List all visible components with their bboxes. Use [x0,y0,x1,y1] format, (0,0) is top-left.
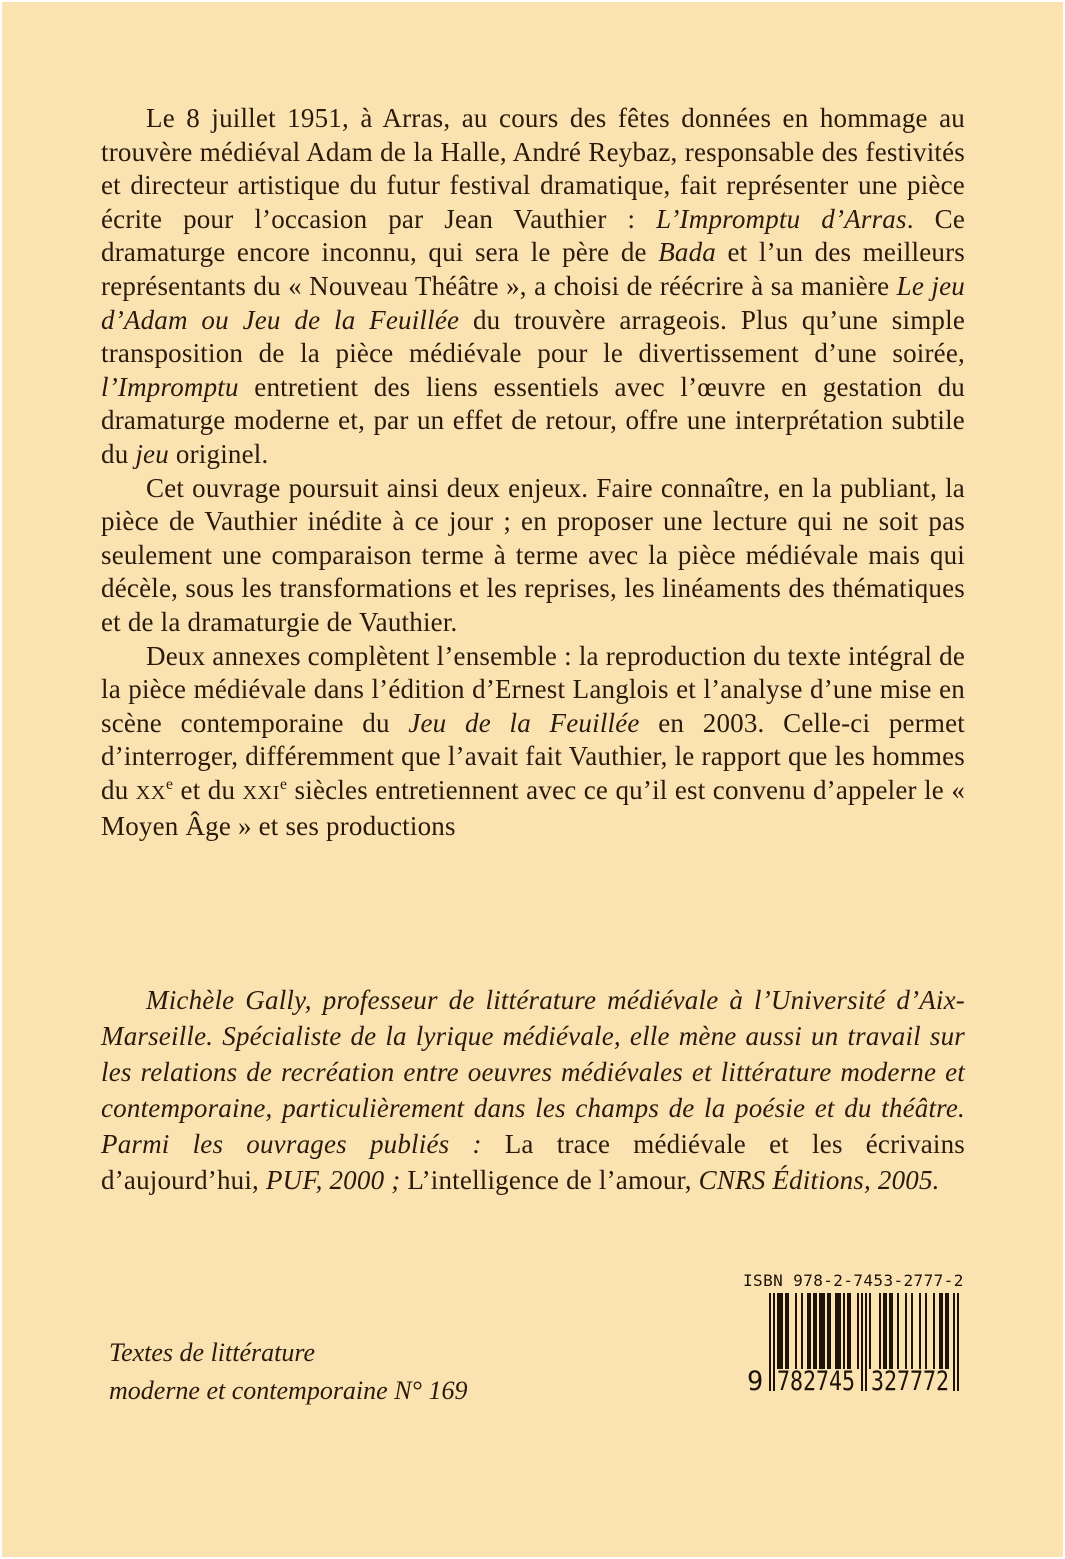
ean-digits-group-1: 9 [747,1366,764,1395]
blurb-text-block [101,102,965,844]
ean-barcode [743,1293,959,1395]
author-bio-block [101,982,965,1198]
author-bio-paragraph: Michèle Gally, professeur de littérature médiévale à l’Université d’Aix-Marseille. Spécialiste de la lyrique médiévale, elle mène aussi un travail sur les relations de recréation entre oeuvres médiévales et littérature moderne et contemporaine, particulièrement dans les champs de la poésie et du théâtre. Parmi les ouvrages publiés : La trace médiévale et les écrivains d’aujourd’hui, PUF, 2000 ; L’intelligence de l’amour, CNRS Éditions, 2005. [101,985,965,1195]
ean-digits-group-3: 327772 [871,1366,949,1395]
blurb-paragraph-2: Cet ouvrage poursuit ainsi deux enjeux. Faire connaître, en la publiant, la pièce de Vauthier inédite à ce jour ; en proposer une lecture qui ne soit pas seulement une comparaison terme à terme avec la pièce médiévale mais qui décèle, sous les transformations et les reprises, les linéaments des thématiques et de la dramaturgie de Vauthier. [101,472,965,637]
collection-title-line2: moderne et contemporaine N° 169 [109,1376,468,1405]
blurb-paragraph-3: Deux annexes complètent l’ensemble : la reproduction du texte intégral de la pièce médiévale dans l’édition d’Ernest Langlois et l’analyse d’une mise en scène contemporaine du Jeu de la Feuillée en 2003. Celle-ci permet d’interroger, différemment que l’avait fait Vauthier, le rapport que les hommes du XXe et du XXIe siècles entretiennent avec ce qu’il est convenu d’appeler le « Moyen Âge » et ses productions [101,640,966,842]
isbn-label: ISBN 978-2-7453-2777-2 [743,1271,964,1290]
collection-title [109,1334,467,1410]
blurb-paragraph-1: Le 8 juillet 1951, à Arras, au cours des fêtes données en hommage au trouvère médiéval Adam de la Halle, André Reybaz, responsable des festivités et directeur artistique du futur festival dramatique, fait représenter une pièce écrite pour l’occasion par Jean Vauthier : L’Impromptu d’Arras. Ce dramaturge encore inconnu, qui sera le père de Bada et l’un des meilleurs représentants du « Nouveau Théâtre », a choisi de réécrire à sa manière Le jeu d’Adam ou Jeu de la Feuillée du trouvère arrageois. Plus qu’une simple transposition de la pièce médiévale pour le divertissement d’une soirée, l’Impromptu entretient des liens essentiels avec l’œuvre en gestation du dramaturge moderne et, par un effet de retour, offre une interprétation subtile du jeu originel. [101,103,966,469]
collection-title-line1: Textes de littérature [109,1338,316,1367]
ean-digits-group-2: 782745 [777,1366,855,1395]
